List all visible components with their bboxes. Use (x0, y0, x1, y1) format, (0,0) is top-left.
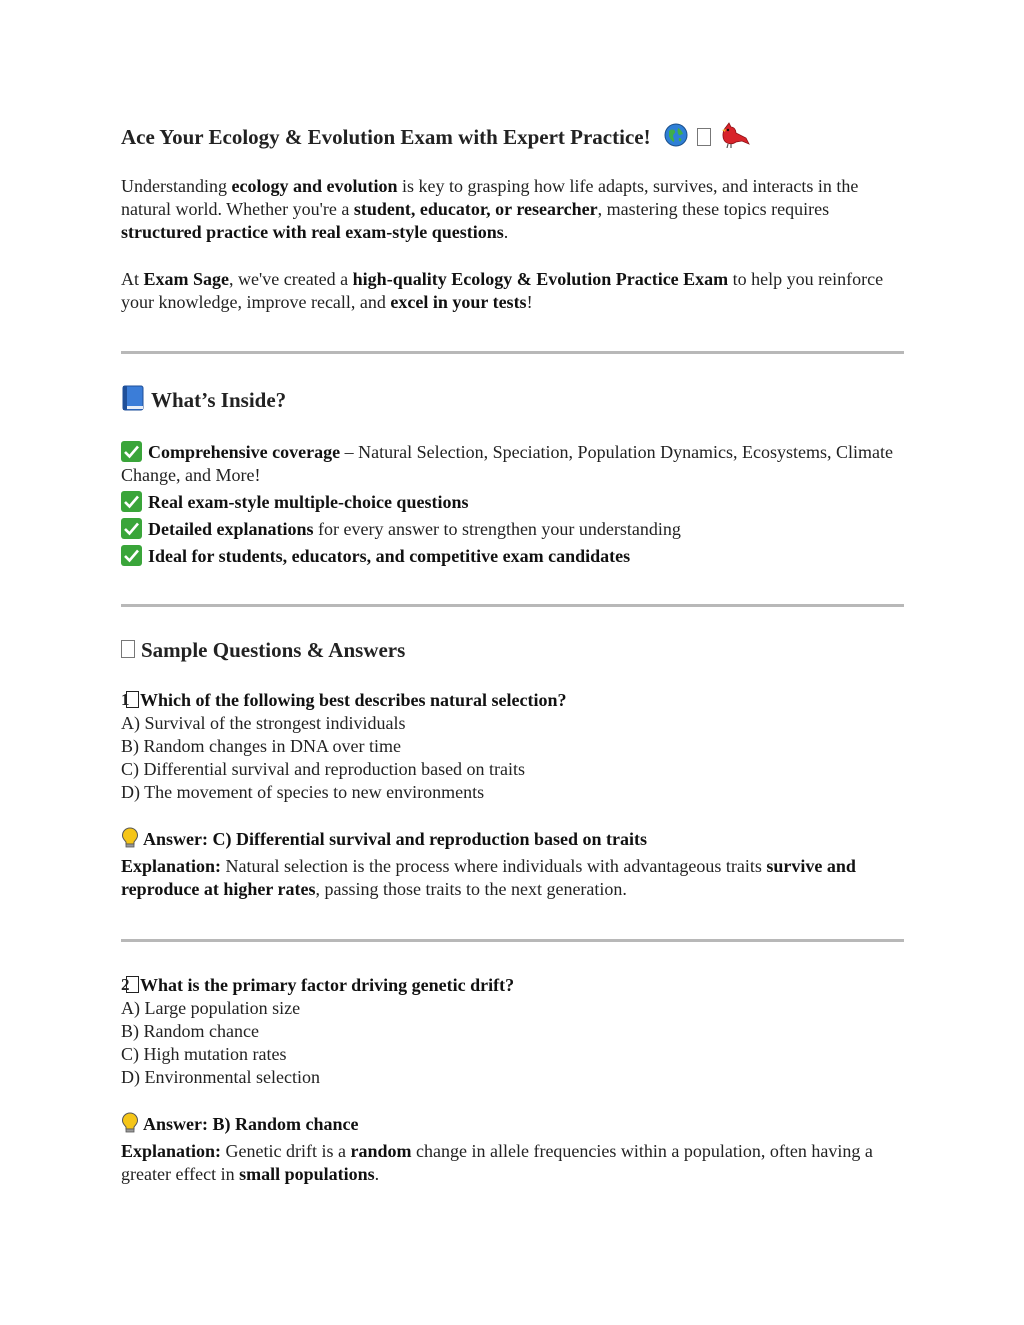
answer-line: Answer: B) Random chance (121, 1112, 904, 1140)
checkmark-icon (121, 491, 142, 512)
page-title (121, 122, 750, 156)
lightbulb-icon (121, 1112, 139, 1140)
question-text: 2 What is the primary factor driving genetic drift? (121, 975, 515, 995)
inside-item: Detailed explanations for every answer to strengthen your understanding (121, 518, 681, 541)
inside-list (121, 441, 904, 568)
explanation: Explanation: Genetic drift is a random change in allele frequencies within a population, often having a greater effect in small populations. (121, 1141, 873, 1184)
globe-icon (664, 123, 688, 155)
question-2 (121, 974, 904, 1186)
inside-heading (121, 385, 286, 419)
answer-line: Answer: C) Differential survival and reproduction based on traits (121, 827, 904, 855)
section-divider (121, 351, 904, 354)
checkmark-icon (121, 545, 142, 566)
question-1 (121, 689, 904, 901)
explanation: Explanation: Natural selection is the process where individuals with advantageous traits survive and reproduce at higher rates, passing those traits to the next generation. (121, 856, 856, 899)
book-icon (121, 385, 145, 419)
intro-paragraph-2: At Exam Sage, we've created a high-quality Ecology & Evolution Practice Exam to help you reinforce your knowledge, improve recall, and excel in your tests! (121, 269, 884, 312)
bird-icon (718, 122, 750, 156)
lightbulb-icon (121, 827, 139, 855)
answer-option: C) High mutation rates (121, 1044, 287, 1064)
answer-option: D) Environmental selection (121, 1067, 320, 1087)
answer-option: D) The movement of species to new environments (121, 782, 485, 802)
intro-paragraph-1: Understanding ecology and evolution is key to grasping how life adapts, survives, and interacts in the natural world. Whether you're a student, educator, or researcher, mastering these topics requires structured practice with real exam-style questions. (121, 176, 859, 242)
question-text: 1 Which of the following best describes natural selection? (121, 690, 567, 710)
keycap-number-icon: 2 (121, 975, 139, 994)
page-title-text: Ace Your Ecology & Evolution Exam with Expert Practice! (121, 125, 651, 149)
checkmark-icon (121, 441, 142, 462)
answer-option: B) Random chance (121, 1021, 259, 1041)
keycap-number-icon: 1 (121, 690, 139, 709)
answer-option: C) Differential survival and reproduction based on traits (121, 759, 526, 779)
samples-heading (121, 635, 405, 665)
inside-item: Comprehensive coverage – Natural Selection, Speciation, Population Dynamics, Ecosystems, Climate Change, and More! (121, 442, 894, 485)
answer-option: A) Survival of the strongest individuals (121, 713, 406, 733)
missing-glyph-icon (121, 640, 135, 658)
missing-glyph-icon (697, 128, 711, 146)
samples-heading-text: Sample Questions & Answers (141, 638, 406, 662)
inside-item: Real exam-style multiple-choice questions (121, 491, 468, 514)
answer-option: B) Random changes in DNA over time (121, 736, 401, 756)
checkmark-icon (121, 518, 142, 539)
inside-item: Ideal for students, educators, and competitive exam candidates (121, 545, 630, 568)
section-divider (121, 604, 904, 607)
answer-option: A) Large population size (121, 998, 301, 1018)
inside-heading-text: What’s Inside? (151, 388, 287, 412)
section-divider (121, 939, 904, 942)
